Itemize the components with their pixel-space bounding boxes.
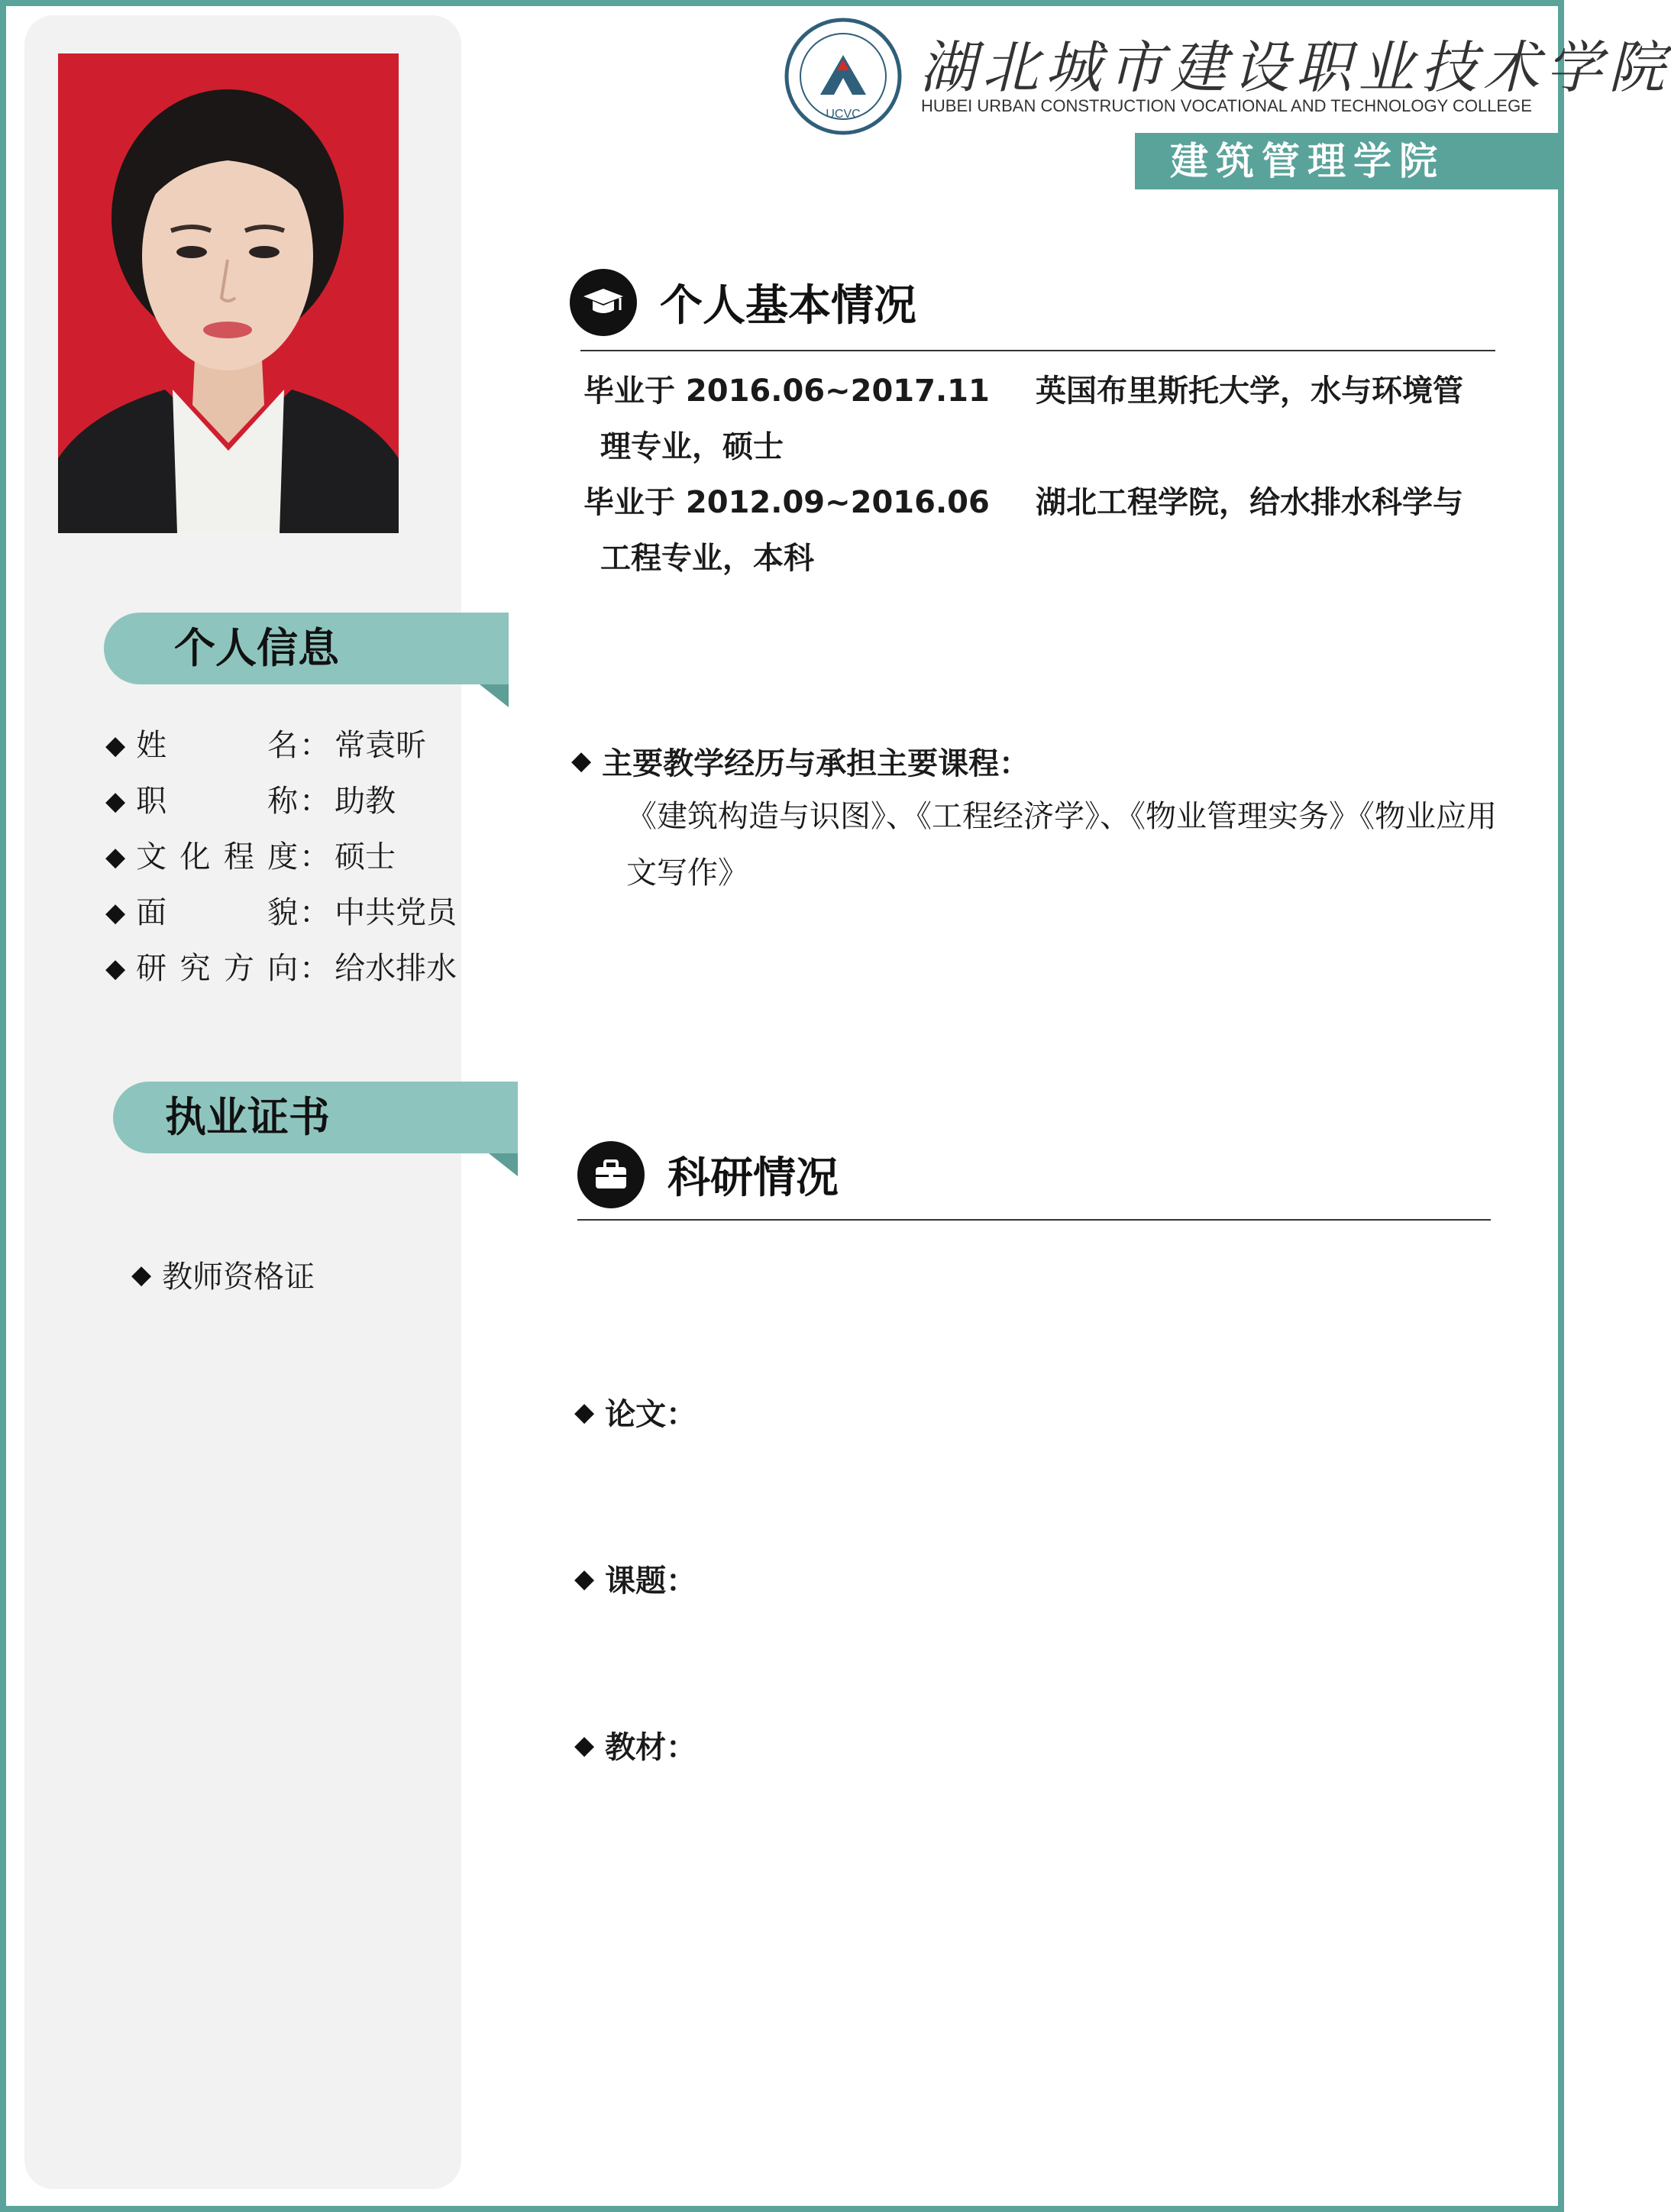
research-heading [577, 1141, 839, 1208]
info-colon: ： [299, 951, 331, 986]
section-divider [580, 350, 1495, 351]
basic-info-title: 个人基本情况 [660, 281, 916, 331]
personal-info-title: 个人信息 [174, 624, 339, 672]
info-label: 职称 [136, 784, 299, 819]
info-label: 面貌 [136, 895, 299, 930]
diamond-bullet-icon: ◆ [105, 786, 126, 817]
info-colon: ： [299, 784, 331, 819]
info-value: 中共党员 [335, 895, 457, 930]
diamond-bullet-icon: ◆ [574, 1563, 595, 1594]
papers-label: 论文： [605, 1397, 697, 1432]
info-row-political [105, 885, 457, 941]
certificate-ribbon [113, 1082, 518, 1153]
projects-item [574, 1557, 697, 1600]
info-label: 研究方向 [136, 951, 299, 986]
ribbon-fold [480, 684, 509, 707]
education-date: 毕业于 2016.06~2017.11 [583, 374, 990, 409]
college-name-en: HUBEI URBAN CONSTRUCTION VOCATIONAL AND TECHNOLOGY COLLEGE [921, 96, 1532, 115]
info-value: 常袁昕 [335, 728, 427, 763]
education-date: 毕业于 2012.09~2016.06 [583, 485, 990, 520]
education-row [583, 364, 1500, 419]
certificate-item [131, 1253, 315, 1296]
info-colon: ： [299, 728, 331, 763]
education-row [583, 475, 1500, 530]
certificate-title: 执业证书 [165, 1093, 330, 1141]
info-label: 姓名 [136, 728, 299, 763]
department-banner: 建筑管理学院 [1135, 133, 1563, 189]
info-label: 文化程度 [136, 839, 299, 875]
info-colon: ： [299, 895, 331, 930]
teaching-title: 主要教学经历与承担主要课程： [602, 745, 1030, 781]
papers-item [574, 1390, 697, 1434]
college-seal-logo [784, 17, 903, 139]
teaching-section [571, 733, 1503, 901]
teaching-courses: 《建筑构造与识图》、《工程经济学》、《物业管理实务》《物业应用文写作》 [626, 799, 1497, 891]
graduation-cap-icon [570, 269, 637, 336]
info-row-name [105, 718, 457, 774]
diamond-bullet-icon: ◆ [571, 745, 592, 776]
info-row-research [105, 941, 457, 997]
diamond-bullet-icon: ◆ [105, 730, 126, 761]
research-title: 科研情况 [667, 1153, 839, 1203]
ribbon-fold [489, 1153, 518, 1176]
basic-info-heading [570, 269, 916, 336]
briefcase-icon [577, 1141, 645, 1208]
textbooks-item [574, 1723, 697, 1767]
education-continuation: 理专业，硕士 [600, 429, 784, 464]
info-value: 给水排水 [335, 951, 457, 986]
info-colon: ： [299, 839, 331, 875]
personal-info-list [105, 718, 457, 997]
section-divider [577, 1219, 1491, 1221]
education-school: 湖北工程学院，给水排水科学与 [1036, 485, 1463, 520]
college-name-cn: 湖北城市建设职业技术学院 [920, 35, 1671, 101]
diamond-bullet-icon: ◆ [574, 1729, 595, 1761]
info-value: 硕士 [335, 839, 396, 875]
diamond-bullet-icon: ◆ [105, 953, 126, 984]
diamond-bullet-icon: ◆ [105, 897, 126, 928]
profile-photo [58, 53, 399, 533]
info-row-education [105, 830, 457, 885]
education-school: 英国布里斯托大学，水与环境管 [1036, 374, 1463, 409]
diamond-bullet-icon: ◆ [105, 842, 126, 872]
projects-label: 课题： [605, 1564, 697, 1599]
education-list [583, 364, 1500, 587]
diamond-bullet-icon: ◆ [574, 1396, 595, 1428]
textbooks-label: 教材： [605, 1730, 697, 1765]
seal-abbr-text: UCVC [826, 108, 861, 121]
teaching-title-row [571, 733, 1503, 788]
certificate-label: 教师资格证 [162, 1260, 315, 1295]
personal-info-ribbon [104, 613, 509, 684]
info-row-title [105, 774, 457, 830]
education-continuation: 工程专业，本科 [600, 541, 814, 576]
info-value: 助教 [335, 784, 396, 819]
diamond-bullet-icon: ◆ [131, 1259, 152, 1290]
